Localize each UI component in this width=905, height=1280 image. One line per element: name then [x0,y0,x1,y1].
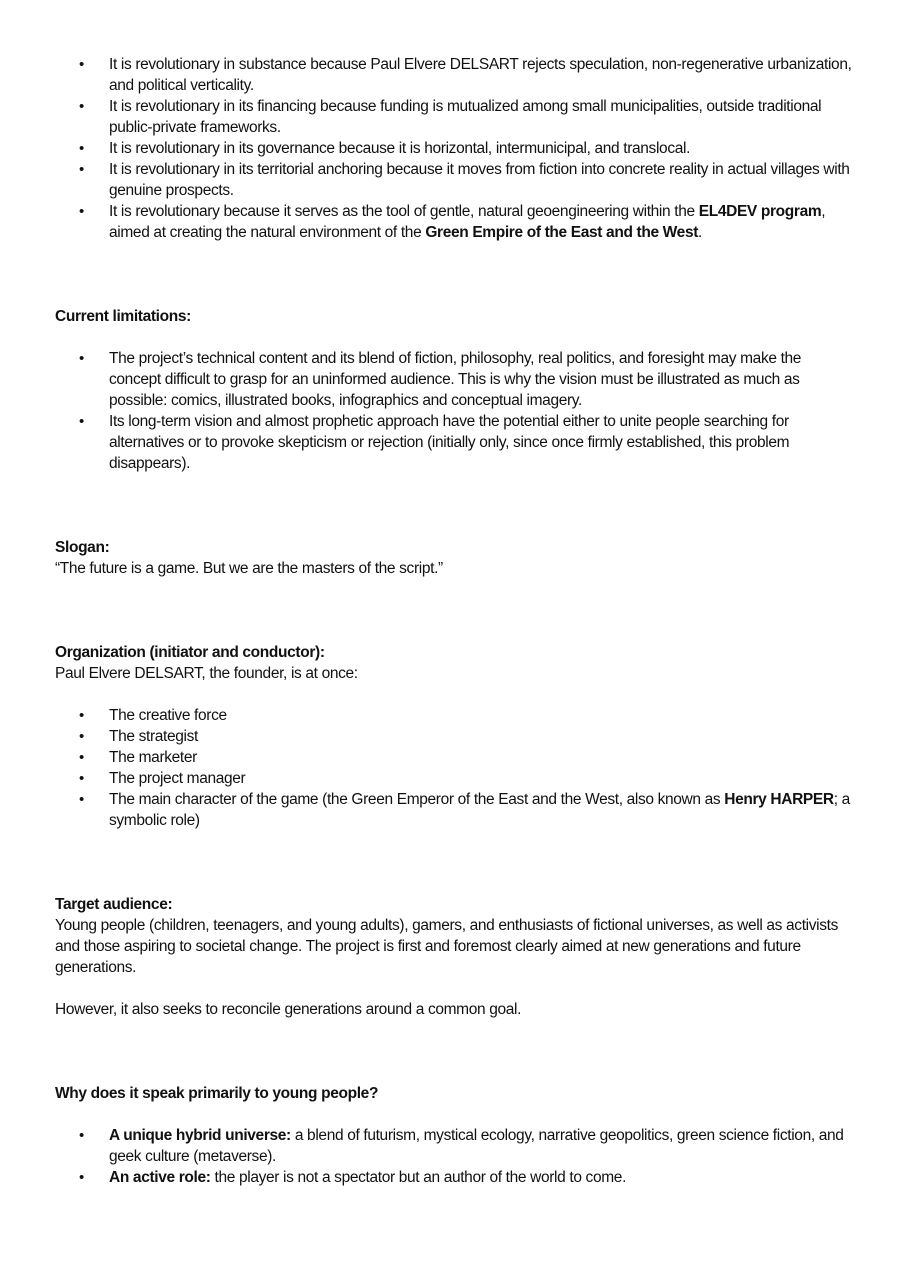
document-page [55,54,855,1188]
limitations-list [55,348,855,474]
role-text: The creative force [109,707,227,724]
bullet-text: . [698,224,702,241]
list-item [109,348,855,411]
young-people-heading: Why does it speak primarily to young people? [55,1085,379,1102]
bullet-text: a blend of futurism, mystical ecology, narrative geopolitics, green science fiction, and geek culture (metaverse). [109,1127,844,1165]
character-name: Henry HARPER [724,791,834,808]
bullet-text: It is revolutionary because it serves as the tool of gentle, natural geoengineering within the [109,203,699,220]
role-text: The strategist [109,728,199,745]
role-text: The project manager [109,770,246,787]
bullet-text: Its long-term vision and almost prophetic approach have the potential either to unite people searching for alternatives or to provoke skepticism or rejection (initially only, since once firmly established, this problem disappears). [109,413,790,472]
revolutionary-list [55,54,855,243]
role-text: ; a symbolic role) [109,791,850,829]
list-item [109,138,855,159]
bullet-lead: An active role: [109,1169,211,1186]
limitations-heading: Current limitations: [55,308,191,325]
slogan-heading: Slogan: [55,539,110,556]
list-item [109,159,855,201]
empire-name: Green Empire of the East and the West [425,224,699,241]
bullet-text: It is revolutionary in its territorial anchoring because it moves from fiction into concrete reality in actual villages with genuine prospects. [109,161,850,199]
list-item [109,747,855,768]
list-item [109,705,855,726]
audience-paragraph: However, it also seeks to reconcile generations around a common goal. [55,1001,522,1018]
bullet-lead: A unique hybrid universe: [109,1127,291,1144]
roles-list [55,705,855,831]
list-item [109,411,855,474]
organization-heading: Organization (initiator and conductor): [55,644,325,661]
list-item [109,201,855,243]
list-item [109,768,855,789]
list-item [109,726,855,747]
bullet-text: The project’s technical content and its blend of fiction, philosophy, real politics, and foresight may make the concept difficult to grasp for an uninformed audience. This is why the vision must be illustrated as much as possible: comics, illustrated books, infographics and conceptual imagery. [109,350,802,409]
list-item [109,54,855,96]
list-item [109,1125,855,1167]
bullet-text: the player is not a spectator but an author of the world to come. [210,1169,627,1186]
bullet-text: It is revolutionary in substance because Paul Elvere DELSART rejects speculation, non-regenerative urbanization, and political verticality. [109,56,852,94]
role-text: The main character of the game (the Green Emperor of the East and the West, also known as [109,791,725,808]
role-text: The marketer [109,749,197,766]
list-item [109,789,855,831]
bullet-text: , aimed at creating the natural environment of the [109,203,826,241]
audience-paragraph: Young people (children, teenagers, and young adults), gamers, and enthusiasts of fictional universes, as well as activists and those aspiring to societal change. The project is first and foremost clearly aimed at new generations and future generations. [55,917,839,976]
program-name: EL4DEV program [698,203,822,220]
slogan-text: “The future is a game. But we are the masters of the script.” [55,560,443,577]
audience-heading: Target audience: [55,896,173,913]
organization-intro: Paul Elvere DELSART, the founder, is at once: [55,665,358,682]
bullet-text: It is revolutionary in its financing because funding is mutualized among small municipalities, outside traditional public-private frameworks. [109,98,822,136]
young-people-list [55,1125,855,1188]
list-item [109,1167,855,1188]
list-item [109,96,855,138]
bullet-text: It is revolutionary in its governance because it is horizontal, intermunicipal, and translocal. [109,140,691,157]
